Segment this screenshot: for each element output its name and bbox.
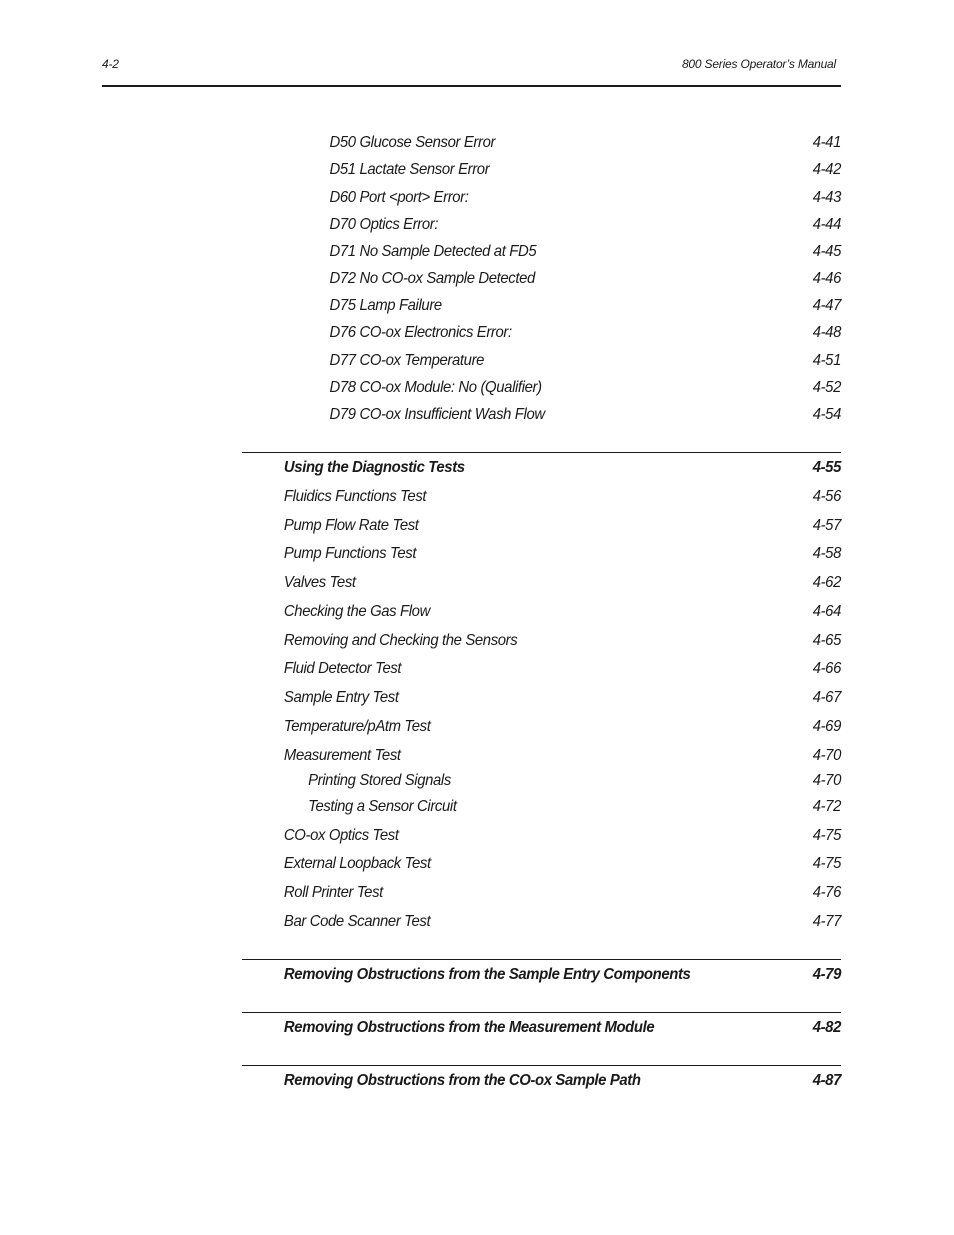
page-number: 4-2	[102, 57, 119, 71]
toc-section-co-ox-path-obstructions[interactable]: Removing Obstructions from the CO-ox Sample Path 4-87	[283, 1072, 841, 1089]
toc-entry-co-ox-optics[interactable]: CO-ox Optics Test 4-75	[283, 827, 841, 844]
toc-entry-d76[interactable]: D76 CO-ox Electronics Error: 4-48	[329, 324, 841, 341]
toc-entry-valves[interactable]: Valves Test 4-62	[283, 574, 841, 591]
toc-entry-temperature[interactable]: Temperature/pAtm Test 4-69	[283, 718, 841, 735]
toc-entry-d72[interactable]: D72 No CO-ox Sample Detected 4-46	[329, 270, 841, 287]
section-divider	[242, 1065, 841, 1066]
toc-section-measurement-module-obstructions[interactable]: Removing Obstructions from the Measurement Module 4-82	[283, 1019, 841, 1036]
toc-subentry-sensor-circuit[interactable]: Testing a Sensor Circuit 4-72	[308, 798, 841, 815]
toc-entry-d71[interactable]: D71 No Sample Detected at FD5 4-45	[329, 243, 841, 260]
toc-section-sample-entry-obstructions[interactable]: Removing Obstructions from the Sample Entry Components 4-79	[283, 966, 841, 983]
toc-entry-sensors[interactable]: Removing and Checking the Sensors 4-65	[283, 632, 841, 649]
toc-entry-pump-functions[interactable]: Pump Functions Test 4-58	[283, 545, 841, 562]
section-divider	[242, 959, 841, 960]
section-divider	[242, 452, 841, 453]
manual-title: 800 Series Operator’s Manual	[681, 57, 836, 71]
toc-entry-external-loopback[interactable]: External Loopback Test 4-75	[283, 855, 841, 872]
toc-subentry-stored-signals[interactable]: Printing Stored Signals 4-70	[308, 772, 841, 789]
toc-entry-bar-code-scanner[interactable]: Bar Code Scanner Test 4-77	[283, 913, 841, 930]
toc-section-diagnostic-tests[interactable]: Using the Diagnostic Tests 4-55	[283, 459, 841, 476]
toc-entry-d79[interactable]: D79 CO-ox Insufficient Wash Flow 4-54	[329, 406, 841, 423]
toc-entry-sample-entry[interactable]: Sample Entry Test 4-67	[283, 689, 841, 706]
section-divider	[242, 1012, 841, 1013]
toc-entry-d60[interactable]: D60 Port <port> Error: 4-43	[329, 189, 841, 206]
toc-entry-fluid-detector[interactable]: Fluid Detector Test 4-66	[283, 660, 841, 677]
toc-entry-fluidics-functions[interactable]: Fluidics Functions Test 4-56	[283, 488, 841, 505]
toc-entry-d50[interactable]: D50 Glucose Sensor Error 4-41	[329, 134, 841, 151]
toc-entry-gas-flow[interactable]: Checking the Gas Flow 4-64	[283, 603, 841, 620]
toc-entry-d70[interactable]: D70 Optics Error: 4-44	[329, 216, 841, 233]
toc-entry-roll-printer[interactable]: Roll Printer Test 4-76	[283, 884, 841, 901]
toc-entry-d51[interactable]: D51 Lactate Sensor Error 4-42	[329, 161, 841, 178]
toc-entry-measurement[interactable]: Measurement Test 4-70	[283, 747, 841, 764]
toc-entry-d78[interactable]: D78 CO-ox Module: No (Qualifier) 4-52	[329, 379, 841, 396]
header-divider	[102, 85, 841, 87]
toc-entry-pump-flow-rate[interactable]: Pump Flow Rate Test 4-57	[283, 517, 841, 534]
toc-entry-d77[interactable]: D77 CO-ox Temperature 4-51	[329, 352, 841, 369]
toc-entry-d75[interactable]: D75 Lamp Failure 4-47	[329, 297, 841, 314]
